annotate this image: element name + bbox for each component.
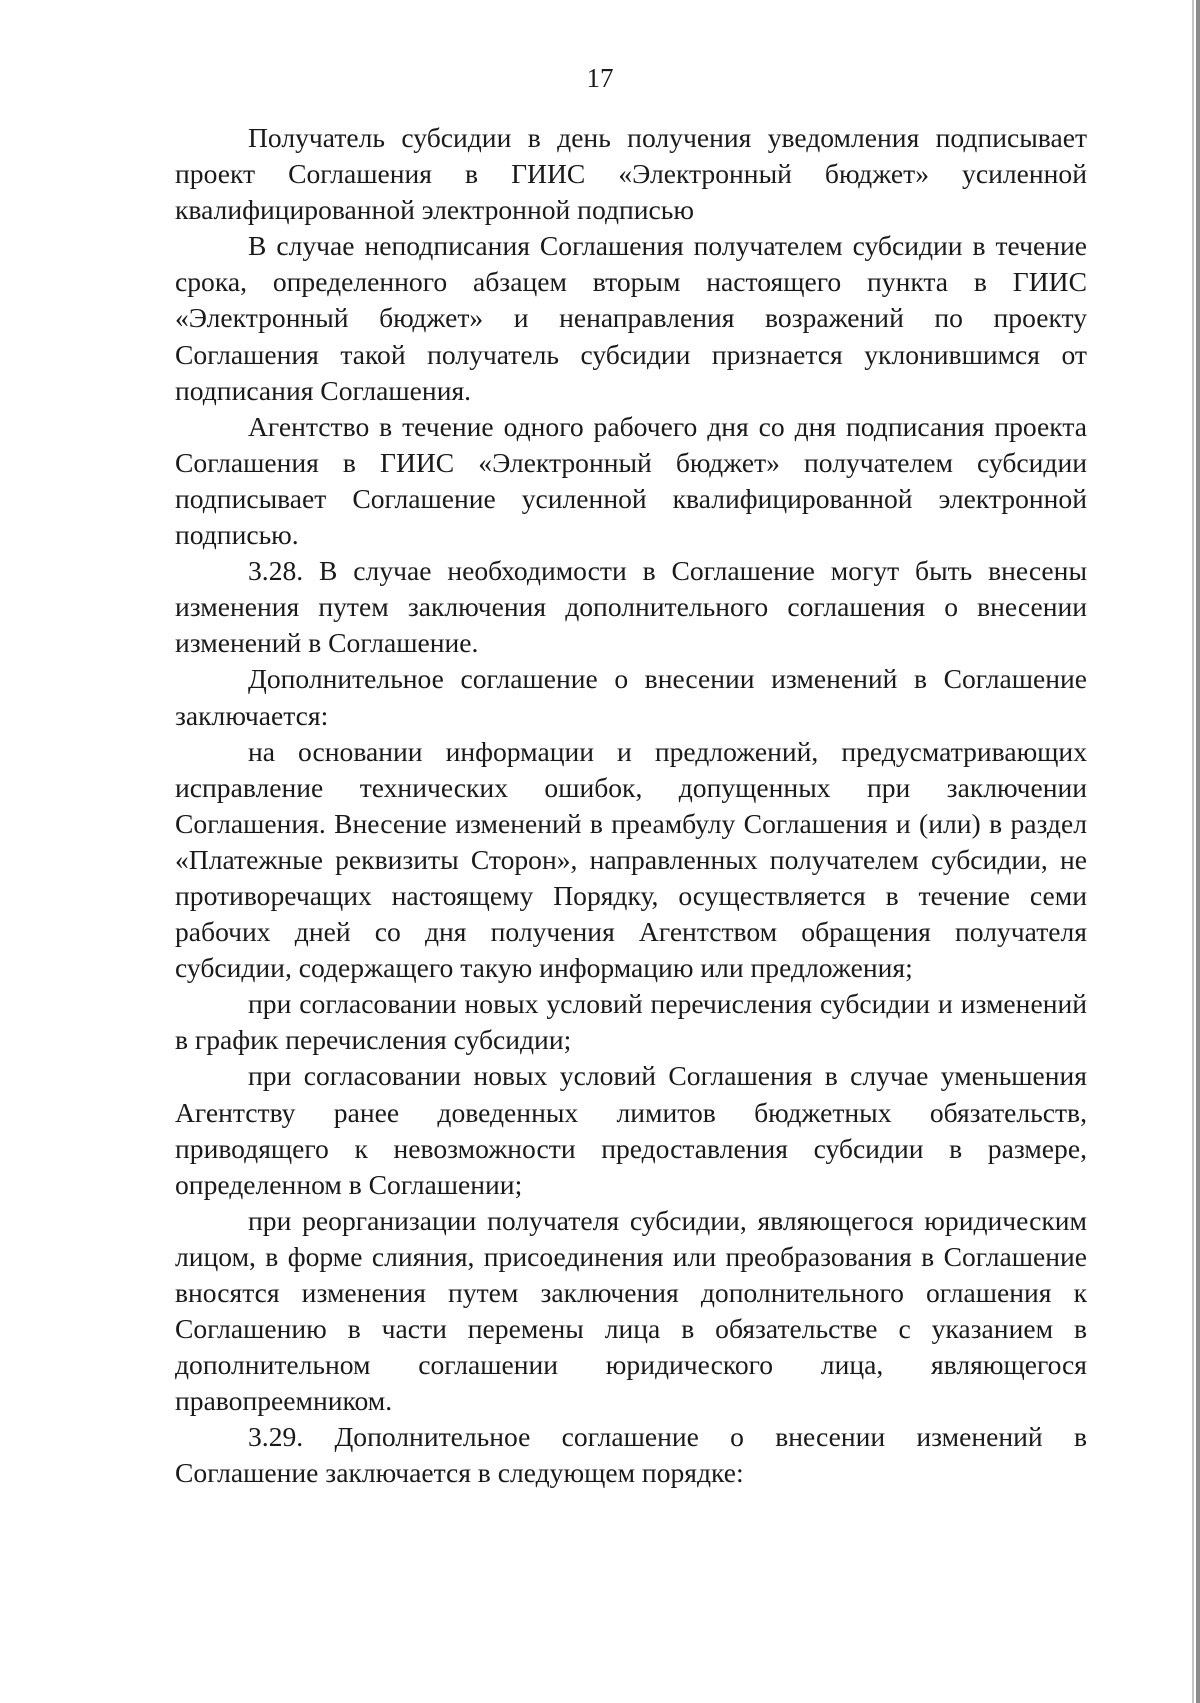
paragraph-limits-reduction: при согласовании новых условий Соглашения в случае уменьшения Агентству ранее доведенных лимитов бюджетных обязательств, приводящего к невозможности предоставления субсидии в размере, определенном в Соглашении; — [175, 1060, 1087, 1200]
scan-edge-inner — [1192, 0, 1194, 1703]
paragraph-unsigned-case: В случае неподписания Соглашения получателем субсидии в течение срока, определенного абзацем вторым настоящего пункта в ГИИС «Электронный бюджет» и ненаправления возражений по проекту Соглашения такой получатель субсидии признается уклонившимся от подписания Соглашения. — [175, 230, 1087, 406]
paragraph-technical-errors: на основании информации и предложений, предусматривающих исправление технических ошибок, допущенных при заключении Соглашения. Внесение изменений в преамбулу Соглашения и (или) в раздел «Платежные реквизиты Сторон», направленных получателем субсидии, не противоречащих настоящему Порядку, осуществляется в течение семи рабочих дней со дня получения Агентством обращения получателя субсидии, содержащего такую информацию или предложения; — [175, 735, 1087, 984]
paragraph-reorganization: при реорганизации получателя субсидии, являющегося юридическим лицом, в форме слияния, присоединения или преобразования в Соглашение вносятся изменения путем заключения дополнительного оглашения к Соглашению в части перемены лица в обязательстве с указанием в дополнительном соглашении юридического лица, являющегося правопреемником. — [175, 1204, 1087, 1417]
page-number: 17 — [586, 63, 614, 93]
paragraph-signing-notice: Получатель субсидии в день получения уведомления подписывает проект Соглашения в ГИИС «Электронный бюджет» усиленной квалифицированной электронной подписью — [175, 122, 1087, 226]
paragraph-transfer-conditions: при согласовании новых условий перечисления субсидии и изменений в график перечисления субсидии; — [175, 988, 1087, 1056]
scan-edge — [1196, 0, 1200, 1703]
paragraph-agency-signing: Агентство в течение одного рабочего дня со дня подписания проекта Соглашения в ГИИС «Электронный бюджет» получателем субсидии подписывает Соглашение усиленной квалифицированной электронной подписью. — [175, 410, 1087, 551]
paragraph-clause-3-28: 3.28. В случае необходимости в Соглашение могут быть внесены изменения путем заключения дополнительного соглашения о внесении изменений в Соглашение. — [175, 555, 1087, 659]
document-body — [175, 120, 1087, 1492]
paragraph-additional-agreement: Дополнительное соглашение о внесении изменений в Соглашение заключается: — [175, 663, 1087, 731]
paragraph-clause-3-29: 3.29. Дополнительное соглашение о внесении изменений в Соглашение заключается в следующем порядке: — [175, 1421, 1087, 1489]
